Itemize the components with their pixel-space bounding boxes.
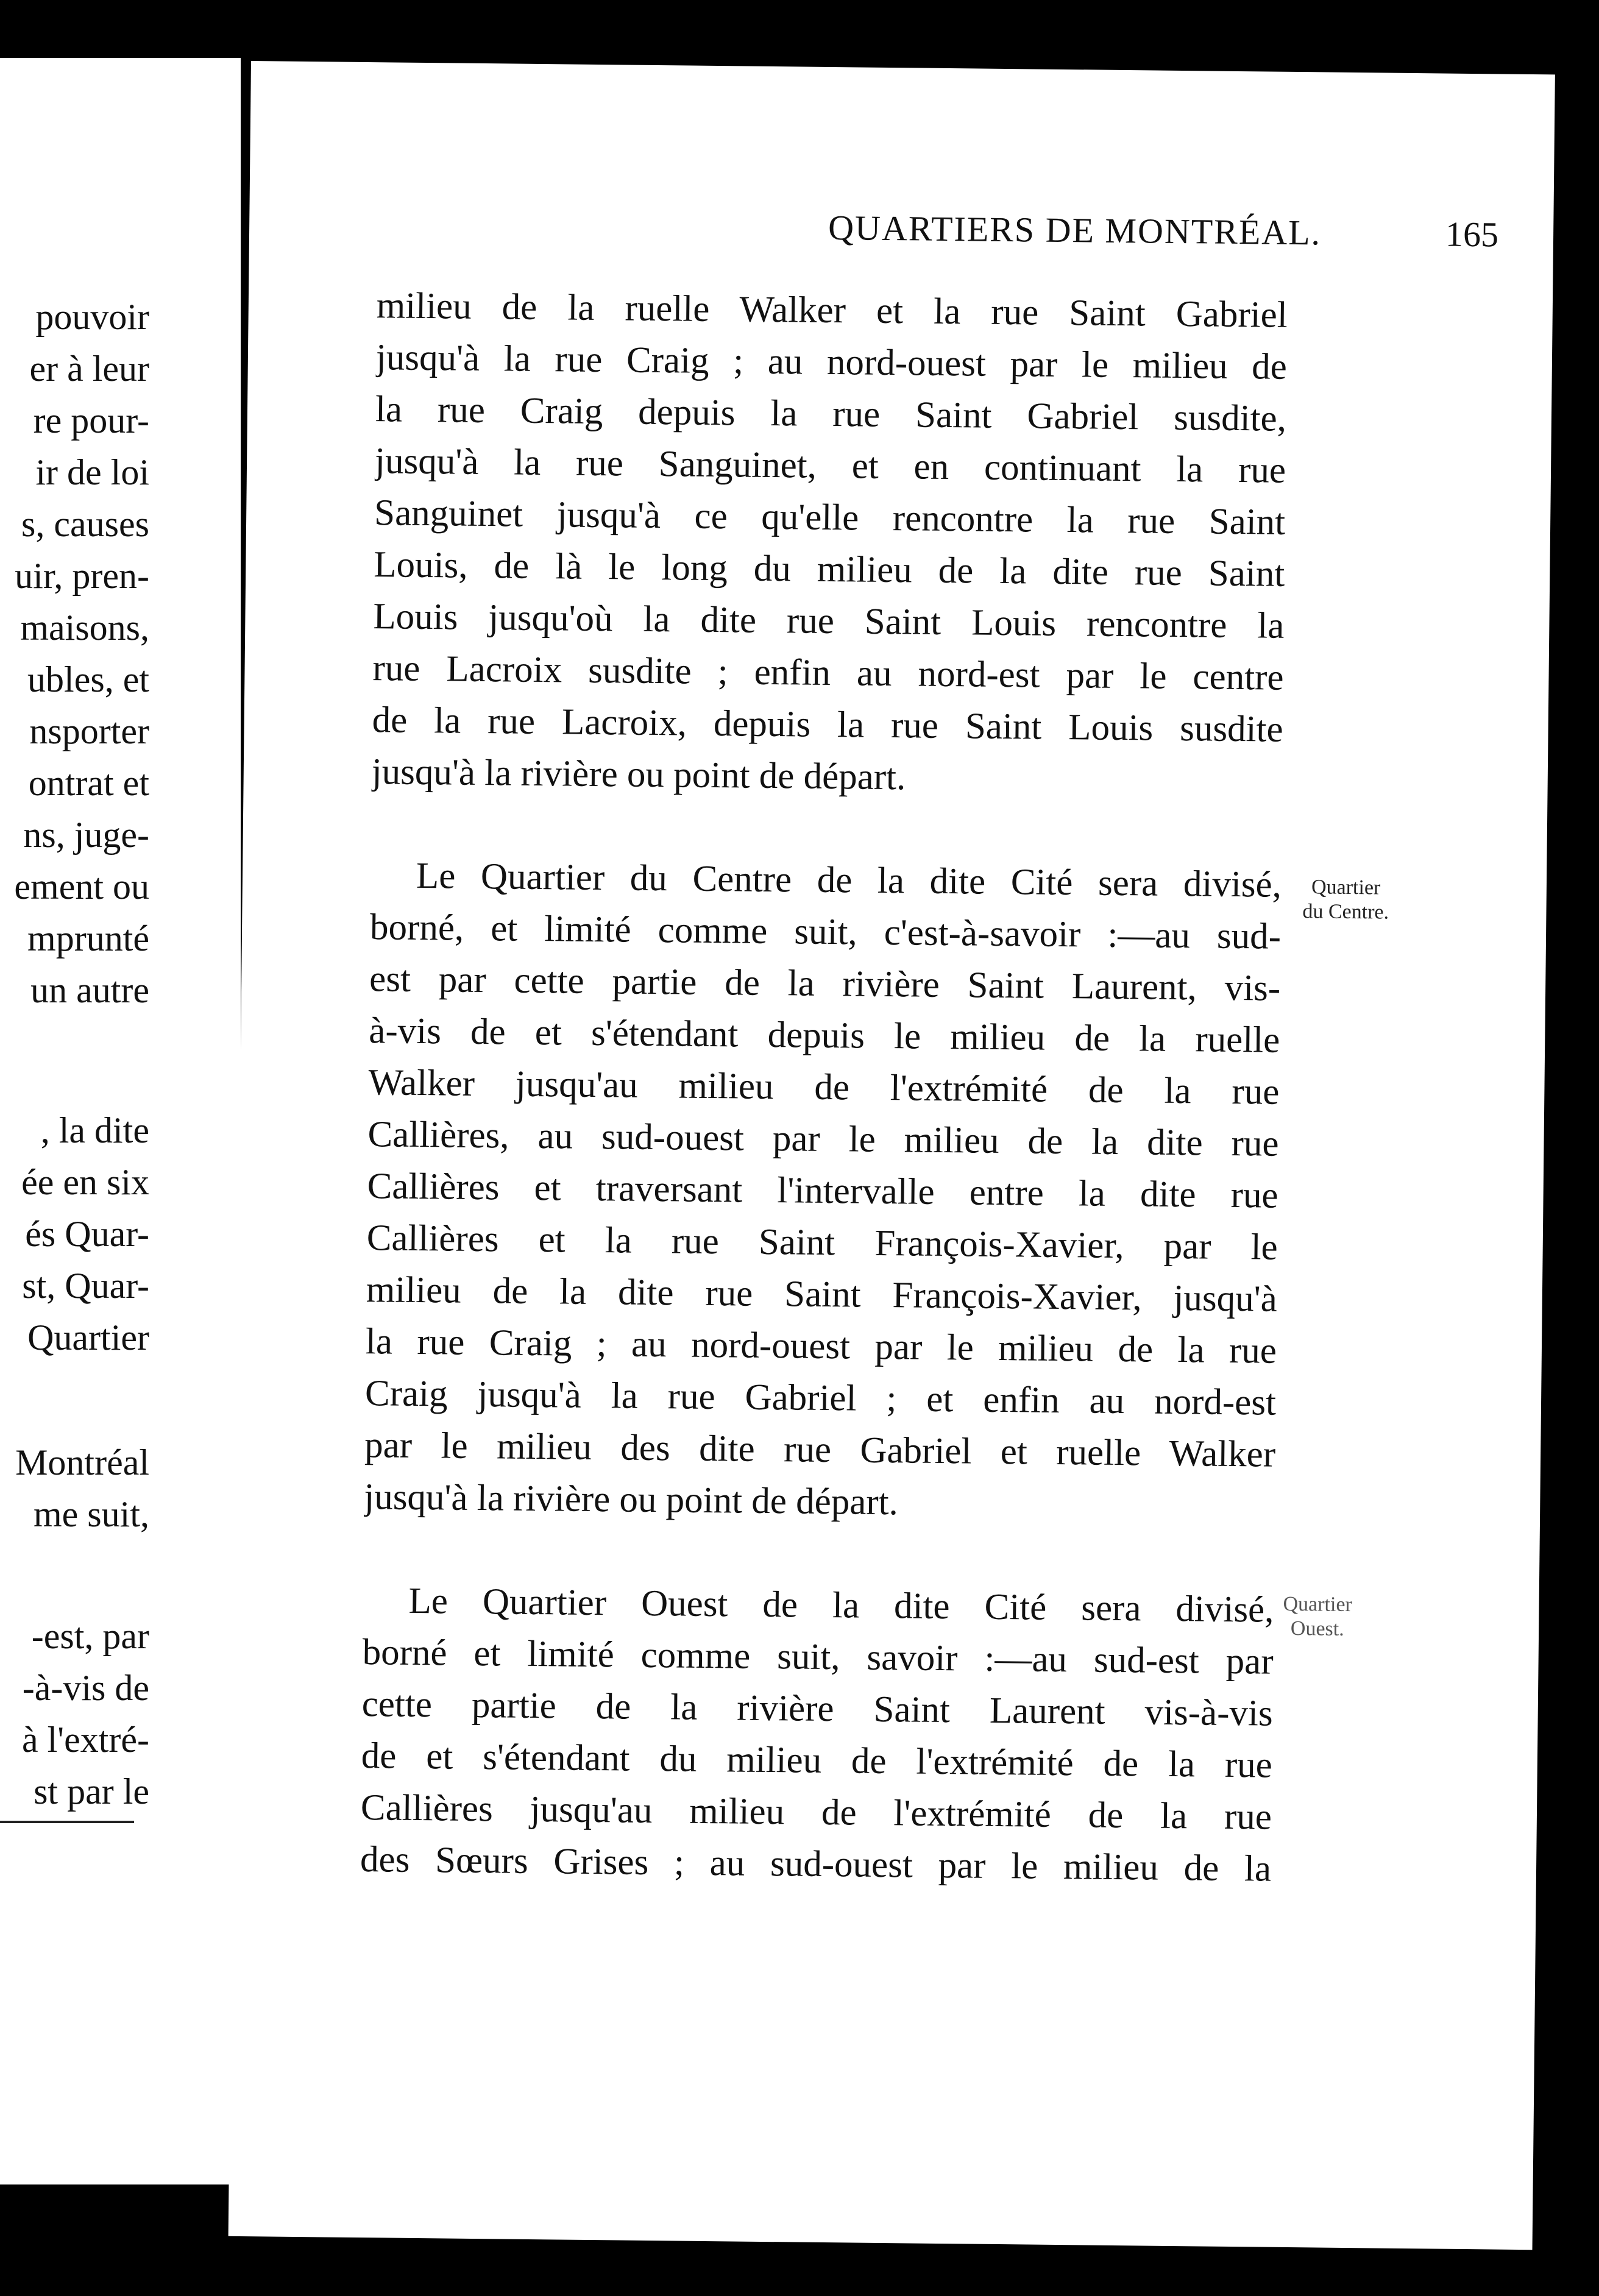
left-page-line: re pour- bbox=[33, 400, 149, 441]
text-line: milieu de la dite rue Saint François-Xavier, jusqu'à bbox=[366, 1269, 1278, 1320]
text-line: jusqu'à la rivière ou point de départ. bbox=[363, 1476, 899, 1523]
left-page-line: uir, pren- bbox=[15, 556, 149, 596]
left-page-line: maisons, bbox=[20, 608, 149, 648]
text-line: la rue Craig ; au nord-ouest par le milieu de la rue bbox=[365, 1321, 1277, 1372]
left-page-line: ubles, et bbox=[27, 659, 149, 700]
text-line: de et s'étendant du milieu de l'extrémité de la rue bbox=[361, 1735, 1273, 1786]
text-line: Walker jusqu'au milieu de l'extrémité de la rue bbox=[368, 1062, 1280, 1113]
right-page bbox=[229, 61, 1555, 2250]
left-page-line: ns, juge- bbox=[23, 815, 149, 855]
text-line: Callières et la rue Saint François-Xavier, par le bbox=[366, 1217, 1278, 1268]
left-page-line: Quartier bbox=[27, 1317, 149, 1358]
text-line: Le Quartier Ouest de la dite Cité sera divisé, bbox=[408, 1580, 1274, 1631]
text-line: milieu de la ruelle Walker et la rue Saint Gabriel bbox=[376, 285, 1288, 336]
left-page-line: me suit, bbox=[34, 1494, 149, 1534]
margin-note-centre bbox=[1302, 875, 1389, 924]
left-page-line: un autre bbox=[30, 970, 149, 1010]
text-line: cette partie de la rivière Saint Laurent vis-à-vis bbox=[361, 1684, 1274, 1734]
text-line: Sanguinet jusqu'à ce qu'elle rencontre la rue Saint bbox=[374, 492, 1286, 543]
text-line: Louis jusqu'où la dite rue Saint Louis rencontre la bbox=[373, 596, 1285, 647]
left-page-line: ontrat et bbox=[28, 763, 149, 803]
text-line: rue Lacroix susdite ; enfin au nord-est par le centre bbox=[372, 648, 1284, 698]
left-page-line: pouvoir bbox=[35, 297, 149, 337]
footnote-rule bbox=[0, 1821, 134, 1823]
left-page-line: nsporter bbox=[29, 711, 149, 751]
text-line: Louis, de là le long du milieu de la dite rue Saint bbox=[374, 544, 1285, 595]
left-page-line: mprunté bbox=[27, 918, 149, 958]
margin-note-line: Ouest. bbox=[1290, 1617, 1344, 1640]
text-line: Callières et traversant l'intervalle entre la dite rue bbox=[367, 1166, 1278, 1216]
left-page-line: ée en six bbox=[21, 1162, 149, 1202]
text-line: de la rue Lacroix, depuis la rue Saint Louis susdite bbox=[372, 700, 1283, 750]
text-line: Le Quartier du Centre de la dite Cité sera divisé, bbox=[416, 855, 1282, 905]
left-page-line: , la dite bbox=[40, 1110, 149, 1150]
text-line: borné et limité comme suit, savoir :—au sud-est par bbox=[362, 1632, 1274, 1682]
left-page bbox=[0, 58, 241, 2184]
margin-note-line: Quartier bbox=[1283, 1592, 1353, 1617]
left-page-line: s, causes bbox=[21, 504, 149, 544]
left-page-line: er à leur bbox=[29, 349, 149, 389]
running-title: QUARTIERS DE MONTRÉAL. bbox=[828, 207, 1322, 253]
text-line: jusqu'à la rivière ou point de départ. bbox=[371, 751, 906, 798]
left-page-line: -à-vis de bbox=[22, 1668, 149, 1708]
left-page-line: ir de loi bbox=[35, 452, 149, 492]
text-line: Craig jusqu'à la rue Gabriel ; et enfin au nord-est bbox=[364, 1373, 1277, 1423]
left-page-line: és Quar- bbox=[25, 1214, 149, 1254]
text-line: des Sœurs Grises ; au sud-ouest par le milieu de la bbox=[360, 1839, 1272, 1890]
text-line: jusqu'à la rue Craig ; au nord-ouest par le milieu de bbox=[375, 337, 1288, 388]
left-page-line: ement ou bbox=[14, 866, 149, 907]
left-page-line: st, Quar- bbox=[22, 1266, 149, 1306]
margin-note-line: du Centre. bbox=[1302, 900, 1389, 924]
margin-note-line: Quartier bbox=[1311, 876, 1381, 899]
left-page-line: Montréal bbox=[15, 1442, 149, 1483]
text-line: est par cette partie de la rivière Saint Laurent, vis- bbox=[369, 958, 1281, 1009]
left-page-line: à l'extré- bbox=[21, 1720, 149, 1760]
text-line: à-vis de et s'étendant depuis le milieu de la ruelle bbox=[368, 1010, 1280, 1061]
text-line: Callières jusqu'au milieu de l'extrémité de la rue bbox=[360, 1787, 1272, 1838]
text-line: Callières, au sud-ouest par le milieu de la dite rue bbox=[367, 1114, 1279, 1164]
text-line: par le milieu des dite rue Gabriel et ruelle Walker bbox=[364, 1425, 1276, 1475]
running-header bbox=[584, 205, 1530, 263]
text-line: la rue Craig depuis la rue Saint Gabriel susdite, bbox=[375, 389, 1287, 439]
left-page-line: st par le bbox=[34, 1771, 149, 1812]
margin-note-ouest bbox=[1283, 1592, 1352, 1642]
page-number: 165 bbox=[1445, 214, 1499, 255]
text-line: borné, et limité comme suit, c'est-à-savoir :—au sud- bbox=[369, 907, 1282, 957]
text-line: jusqu'à la rue Sanguinet, et en continuant la rue bbox=[374, 441, 1286, 491]
left-page-line: -est, par bbox=[31, 1616, 149, 1656]
